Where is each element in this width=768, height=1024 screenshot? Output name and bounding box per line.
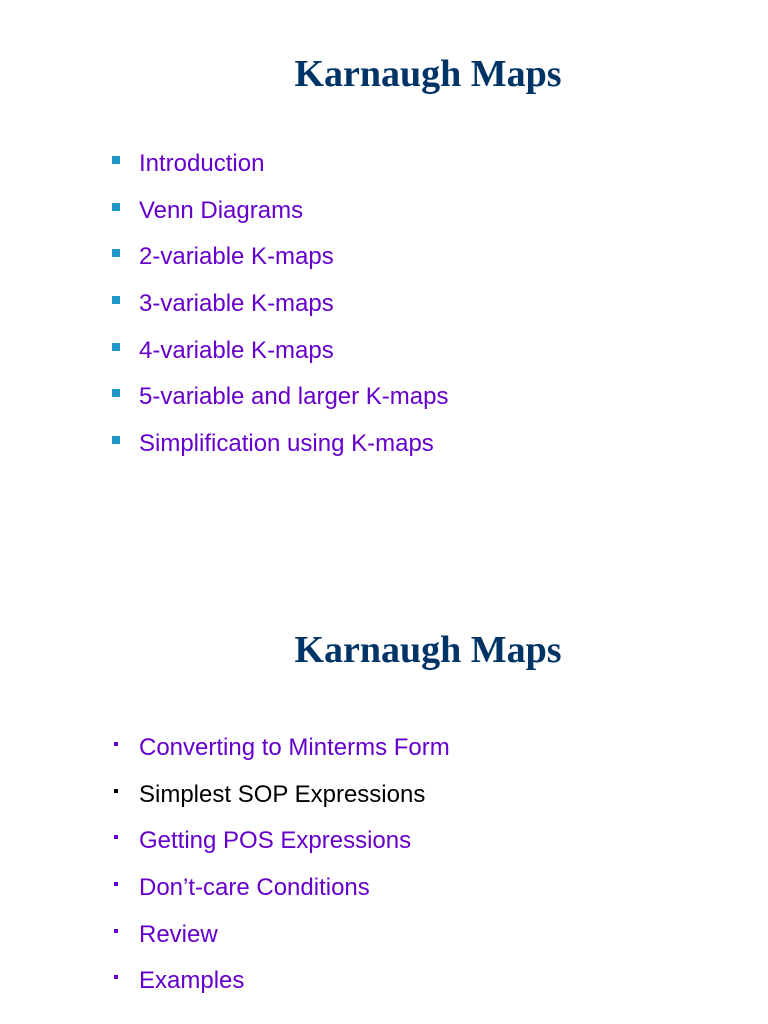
small-square-bullet-icon [114,742,118,746]
small-square-bullet-icon [114,929,118,933]
square-bullet-icon [112,296,120,304]
list-item-label: 3-variable K-maps [139,290,334,318]
list-item-label: 4-variable K-maps [139,336,334,364]
list-item-label: Venn Diagrams [139,196,304,224]
square-bullet-icon [112,156,120,164]
square-bullet-icon [112,343,120,351]
small-square-bullet-icon [114,882,118,886]
list-item-label: Simplest SOP Expressions [139,780,426,808]
list-item-label: Converting to Minterms Form [139,734,450,761]
list-item-label: Don’t-care Conditions [139,874,370,902]
small-square-bullet-icon [114,789,118,793]
square-bullet-icon [112,249,120,257]
list-item-label: Review [139,920,218,948]
slide-2 [0,576,768,1024]
list-item-label: Introduction [139,150,265,177]
slide-title: Karnaugh Maps [294,629,562,671]
small-square-bullet-icon [114,835,118,839]
slide-title: Karnaugh Maps [294,53,562,95]
square-bullet-icon [112,436,120,444]
list-item-label: 5-variable and larger K-maps [139,383,449,411]
square-bullet-icon [112,389,120,397]
square-bullet-icon [112,203,120,211]
list-item-label: Simplification using K-maps [139,430,434,458]
list-item-label: Examples [139,967,245,995]
list-item-label: 2-variable K-maps [139,243,334,271]
small-square-bullet-icon [114,975,118,979]
list-item-label: Getting POS Expressions [139,827,412,855]
